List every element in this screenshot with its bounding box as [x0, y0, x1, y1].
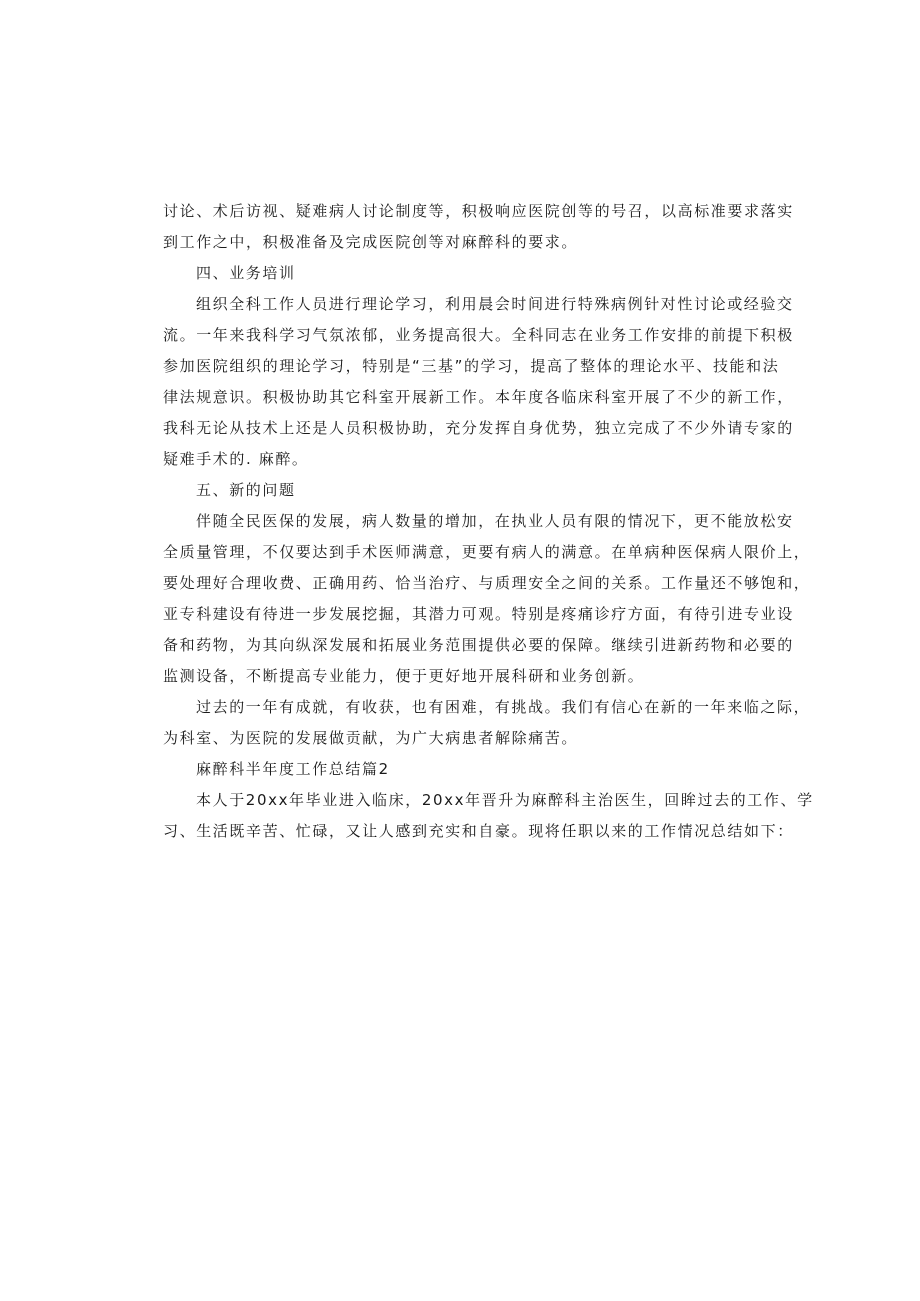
article-title-part-2: 麻醉科半年度工作总结篇2: [196, 760, 390, 778]
text-line: 伴随全民医保的发展，病人数量的增加，在执业人员有限的情况下，更不能放松安: [196, 512, 794, 530]
text-line: 讨论、术后访视、疑难病人讨论制度等，积极响应医院创等的号召，以高标准要求落实: [163, 202, 794, 220]
text-line: 习、生活既辛苦、忙碌，又让人感到充实和自豪。现将任职以来的工作情况总结如下：: [163, 822, 794, 840]
text-line: 要处理好合理收费、正确用药、恰当治疗、与质理安全之间的关系。工作量还不够饱和，: [163, 574, 811, 592]
section-heading-business-training: 四、业务培训: [196, 264, 296, 282]
text-line: 疑难手术的. 麻醉。: [163, 450, 309, 468]
text-line: 全质量管理，不仅要达到手术医师满意，更要有病人的满意。在单病种医保病人限价上，: [163, 543, 811, 561]
section-heading-new-problems: 五、新的问题: [196, 481, 296, 499]
text-line: 为科室、为医院的发展做贡献，为广大病患者解除痛苦。: [163, 729, 579, 747]
text-line: 备和药物，为其向纵深发展和拓展业务范围提供必要的保障。继续引进新药物和必要的: [163, 636, 794, 654]
text-line: 亚专科建设有待进一步发展挖掘，其潜力可观。特别是疼痛诊疗方面，有待引进专业设: [163, 605, 794, 623]
text-line: 流。一年来我科学习气氛浓郁，业务提高很大。全科同志在业务工作安排的前提下积极: [163, 326, 794, 344]
text-line: 我科无论从技术上还是人员积极协助，充分发挥自身优势，独立完成了不少外请专家的: [163, 419, 794, 437]
text-line: 律法规意识。积极协助其它科室开展新工作。本年度各临床科室开展了不少的新工作，: [163, 388, 794, 406]
text-line: 本人于20xx年毕业进入临床，20xx年晋升为麻醉科主治医生，回眸过去的工作、学: [196, 791, 814, 809]
text-line: 到工作之中，积极准备及完成医院创等对麻醉科的要求。: [163, 233, 579, 251]
text-line: 参加医院组织的理论学习，特别是“三基”的学习，提高了整体的理论水平、技能和法: [163, 357, 780, 375]
text-line: 过去的一年有成就，有收获，也有困难，有挑战。我们有信心在新的一年来临之际，: [196, 698, 811, 716]
document-body: [163, 196, 814, 847]
text-line: 组织全科工作人员进行理论学习，利用晨会时间进行特殊病例针对性讨论或经验交: [196, 295, 794, 313]
text-line: 监测设备，不断提高专业能力，便于更好地开展科研和业务创新。: [163, 667, 645, 685]
